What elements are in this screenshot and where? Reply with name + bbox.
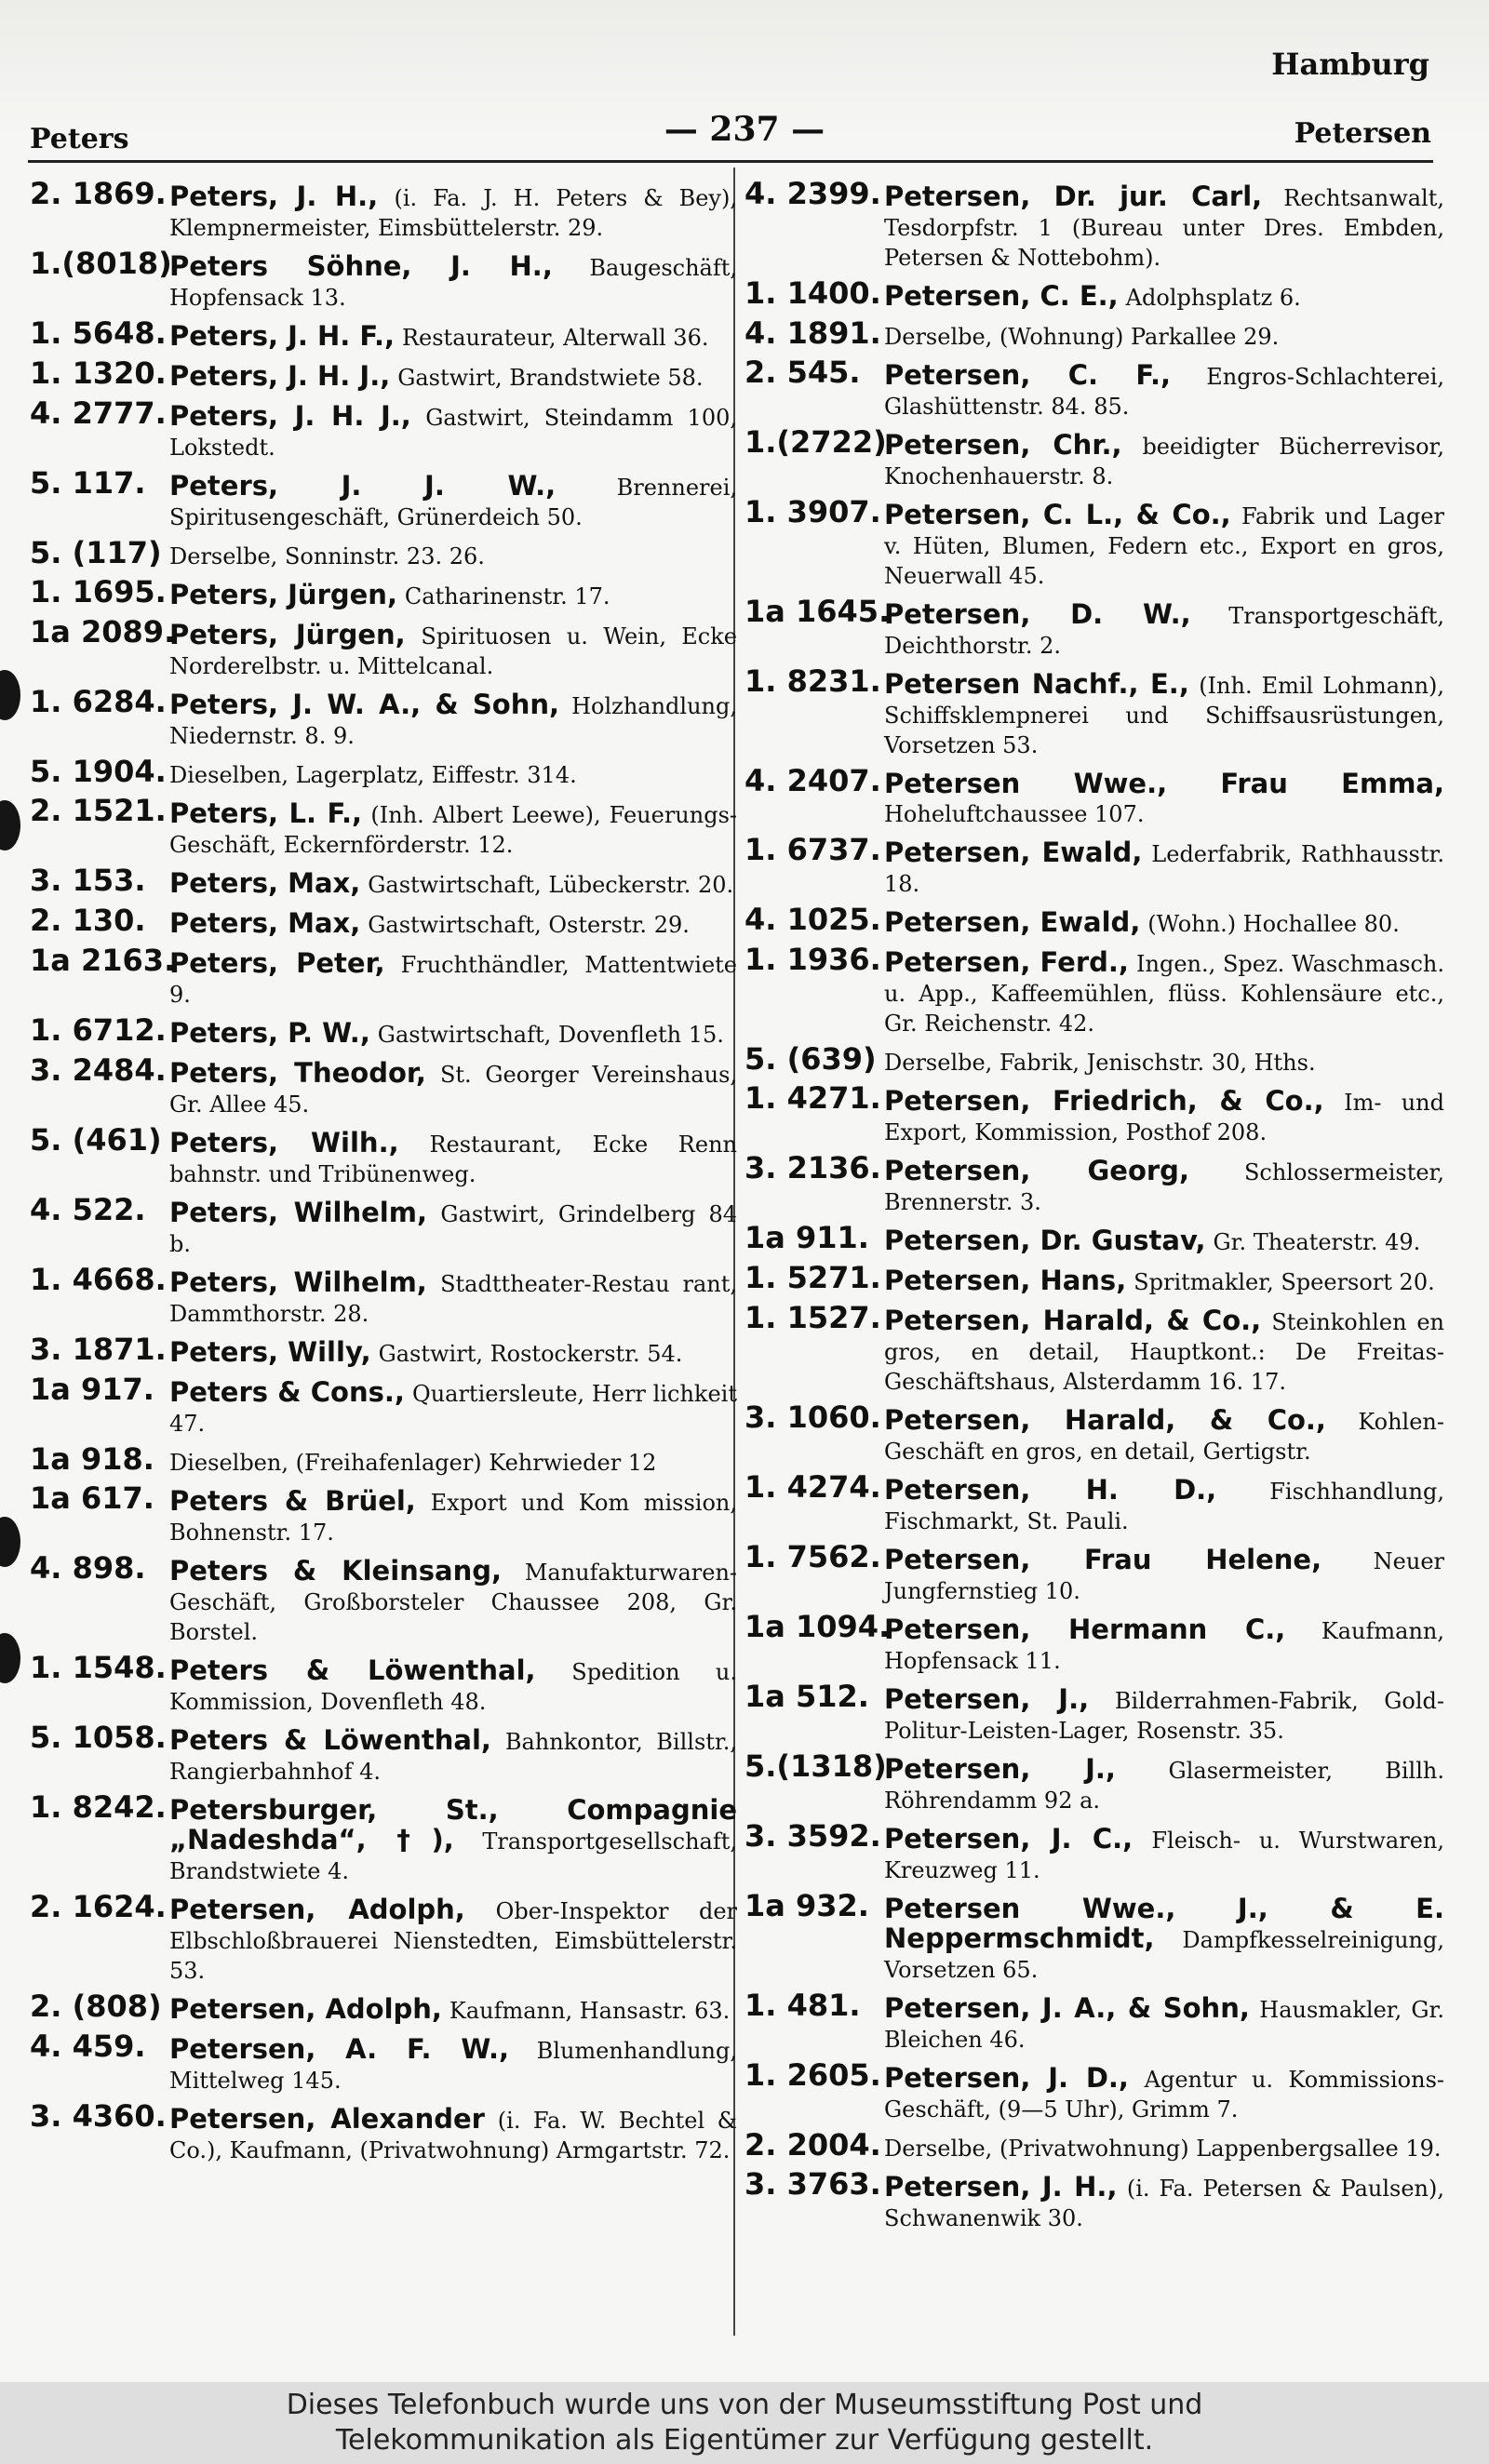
entry-name: Petersen, Adolph,	[169, 1894, 465, 1925]
entry-name: Petersen, Harald, & Co.,	[884, 1305, 1262, 1336]
phone-number: 5. (639)	[744, 1041, 877, 1077]
directory-entry	[744, 494, 1444, 591]
entry-name: Peters, Peter,	[169, 947, 385, 979]
directory-entry	[30, 246, 737, 313]
entry-name: Petersen, Adolph,	[169, 1993, 442, 2025]
phone-number: 1a 918.	[30, 1441, 154, 1477]
phone-number: 1. 5648.	[30, 315, 167, 351]
directory-entry	[30, 1480, 737, 1547]
phone-number: 1. 6712.	[30, 1012, 167, 1048]
entry-name: Petersen, H. D.,	[884, 1474, 1217, 1506]
entry-description: Ober-Inspektor der Elbschloßbrauerei Nienstedten, Eimsbüttelerstr. 53.	[169, 1898, 737, 1984]
directory-entry	[30, 2029, 737, 2096]
phone-number: 1a 2089.	[30, 614, 176, 649]
entry-name: Peters, J. J. W.,	[169, 470, 557, 502]
entry-name: Peters Söhne, J. H.,	[169, 250, 553, 282]
entry-description: Holzhandlung, Niedernstr. 8. 9.	[169, 693, 737, 749]
phone-number: 2. 545.	[744, 355, 861, 390]
directory-entry	[744, 1818, 1444, 1885]
phone-number: 1a 2163.	[30, 943, 176, 978]
entry-description: Bilderrahmen-Fabrik, Gold- Politur-Leisten-Lager, Rosenstr. 35.	[884, 1688, 1444, 1744]
directory-entry	[744, 2166, 1445, 2233]
phone-number: 4. 1891.	[744, 315, 881, 351]
entry-name: Petersen Wwe., Frau Emma,	[884, 768, 1444, 799]
directory-entry	[744, 1748, 1444, 1815]
entry-name: Peters, P. W.,	[169, 1017, 370, 1049]
entry-name: Petersen, Friedrich, & Co.,	[884, 1085, 1324, 1117]
entry-description: Manufakturwaren-Geschäft, Großborsteler Chaussee 208, Gr. Borstel.	[169, 1560, 738, 1645]
entry-name: Petersen Nachf., E.,	[884, 668, 1189, 700]
phone-number: 1. 481.	[744, 1988, 861, 2023]
directory-entry	[744, 1609, 1444, 1676]
footer-line-2: Telekommunikation als Eigentümer zur Verfügung gestellt.	[335, 2424, 1154, 2457]
entry-name: Petersen Wwe., J., & E. Neppermschmidt,	[884, 1893, 1444, 1954]
entry-description: Spirituosen u. Wein, Ecke Norderelbstr. u. Mittelcanal.	[169, 623, 737, 679]
entry-description: Blumenhandlung, Mittelweg 145.	[169, 2038, 737, 2094]
entry-description: Export und Kom mission, Bohnenstr. 17.	[169, 1490, 737, 1546]
entry-name: Peters, J. W. A., & Sohn,	[169, 689, 560, 720]
entry-name: Peters, Jürgen,	[169, 619, 406, 650]
entry-name: Peters & Cons.,	[169, 1376, 405, 1408]
entry-description: beeidigter Bücherrevisor, Knochenhauerstr. 8.	[884, 434, 1444, 489]
directory-entry	[744, 1260, 1444, 1297]
entry-description: Bahnkontor, Billstr., Rangierbahnhof 4.	[169, 1729, 738, 1785]
entry-description: (Inh. Albert Leewe), Feuerungs-Geschäft, Eckernförderstr. 12.	[169, 802, 737, 858]
entry-name: Petersen, J. H.,	[884, 2171, 1118, 2203]
entry-description: Restaurant, Ecke Renn bahnstr. und Tribünenweg.	[169, 1132, 737, 1187]
directory-entry	[744, 315, 1444, 352]
phone-number: 2. 2004.	[744, 2127, 881, 2163]
entry-description: Agentur u. Kommissions-Geschäft, (9—5 Uhr), Grimm 7.	[884, 2067, 1444, 2123]
page-number: — 237 —	[664, 110, 825, 149]
phone-number: 5. (461)	[30, 1122, 162, 1158]
header-rule	[28, 160, 1433, 163]
phone-number: 3. 153.	[30, 863, 146, 898]
entry-name: Peters, Max,	[169, 907, 361, 939]
directory-entry	[30, 1550, 738, 1647]
phone-number: 1. 1695.	[30, 574, 167, 609]
directory-entry	[744, 763, 1444, 829]
directory-entry	[744, 1150, 1445, 1217]
phone-number: 3. 2136.	[744, 1150, 881, 1185]
phone-number: 1.(2722)	[744, 424, 887, 460]
entry-name: Petersen, J. C.,	[884, 1823, 1134, 1855]
entry-description: (i. Fa. J. H. Peters & Bey), Klempnermeister, Eimsbüttelerstr. 29.	[169, 185, 737, 241]
phone-number: 1.(8018)	[30, 246, 172, 281]
phone-number: 4. 459.	[30, 2029, 146, 2064]
entry-description: Neuer Jungfernstieg 10.	[884, 1548, 1445, 1604]
right-column	[744, 176, 1445, 2243]
entry-name: Peters, Wilhelm,	[169, 1197, 427, 1228]
entry-name: Peters & Kleinsang,	[169, 1555, 503, 1587]
phone-number: 3. 1871.	[30, 1332, 167, 1367]
entry-description: Lederfabrik, Rathhausstr. 18.	[884, 841, 1444, 897]
entry-name: Petersen, Ewald,	[884, 837, 1143, 868]
directory-entry	[744, 1220, 1444, 1257]
entry-name: Petersen, A. F. W.,	[169, 2033, 509, 2065]
directory-entry	[30, 1720, 738, 1787]
phone-number: 4. 522.	[30, 1192, 146, 1227]
phone-number: 1. 1936.	[744, 942, 881, 977]
phone-number: 5. (117)	[30, 535, 162, 570]
phone-number: 1. 4668.	[30, 1262, 167, 1297]
header-city: Hamburg	[1271, 47, 1429, 82]
phone-number: 1. 8242.	[30, 1789, 167, 1825]
directory-entry	[30, 1989, 737, 2026]
phone-number: 1a 911.	[744, 1220, 869, 1255]
entry-name: Petersen, Hermann C.,	[884, 1614, 1286, 1645]
directory-entry	[744, 1679, 1444, 1746]
phone-number: 3. 3592.	[744, 1818, 881, 1854]
directory-entry	[30, 754, 737, 790]
entry-name: Petersen, Ferd.,	[884, 946, 1129, 978]
phone-number: 1. 1320.	[30, 355, 167, 391]
entry-description: Adolphsplatz 6.	[1125, 285, 1301, 311]
phone-number: 1a 512.	[744, 1679, 869, 1714]
entry-description: Derselbe, (Wohnung) Parkallee 29.	[884, 324, 1280, 350]
directory-entry	[744, 424, 1444, 491]
entry-description: Dieselben, Lagerplatz, Eiffestr. 314.	[169, 762, 577, 788]
entry-description: Brennerei, Spiritusengeschäft, Grünerdeich 50.	[169, 475, 738, 530]
entry-name: Peters, Jürgen,	[169, 579, 397, 610]
phone-number: 1. 2605.	[744, 2057, 881, 2093]
directory-entry	[744, 2127, 1444, 2163]
entry-description: Gastwirtschaft, Dovenfleth 15.	[377, 1022, 724, 1048]
phone-number: 1. 1548.	[30, 1650, 167, 1685]
entry-name: Peters, Theodor,	[169, 1057, 426, 1089]
entry-name: Petersen, Georg,	[884, 1155, 1189, 1186]
entry-name: Peters, J. H. F.,	[169, 320, 395, 352]
phone-number: 1a 932.	[744, 1888, 869, 1923]
directory-entry	[744, 1399, 1444, 1466]
entry-description: Fleisch- u. Wurstwaren, Kreuzweg 11.	[884, 1828, 1444, 1883]
directory-entry	[30, 863, 737, 900]
directory-entry	[30, 315, 737, 353]
entry-name: Peters, J. H.,	[169, 181, 379, 212]
entry-name: Peters & Löwenthal,	[169, 1654, 536, 1686]
entry-name: Petersen, Hans,	[884, 1265, 1127, 1296]
directory-entry	[744, 1539, 1445, 1606]
directory-entry	[30, 176, 737, 243]
entry-name: Petersen, J. A., & Sohn,	[884, 1992, 1250, 2024]
phone-number: 1. 7562.	[744, 1539, 881, 1574]
phone-number: 2. 1869.	[30, 176, 167, 211]
directory-entry	[30, 1789, 737, 1886]
entry-description: Kohlen-Geschäft en gros, en detail, Gertigstr.	[884, 1409, 1444, 1465]
entry-description: Spedition u. Kommission, Dovenfleth 48.	[169, 1659, 737, 1715]
entry-description: Baugeschäft, Hopfensack 13.	[169, 255, 737, 311]
entry-description: Hoheluftchaussee 107.	[884, 801, 1145, 827]
entry-name: Peters, J. H. J.,	[169, 360, 391, 392]
entry-name: Peters, Wilhelm,	[169, 1266, 427, 1298]
entry-description: Derselbe, (Privatwohnung) Lappenbergsallee 19.	[884, 2136, 1442, 2162]
phone-number: 5. 1058.	[30, 1720, 167, 1755]
entry-description: Restaurateur, Alterwall 36.	[401, 325, 709, 351]
directory-entry	[30, 903, 737, 940]
phone-number: 4. 2777.	[30, 395, 167, 431]
entry-description: (Wohn.) Hochallee 80.	[1147, 911, 1400, 937]
phone-number: 1. 5271.	[744, 1260, 881, 1295]
phone-number: 1a 1645.	[744, 594, 891, 629]
directory-entry	[744, 275, 1444, 313]
entry-name: Peters, J. H. J.,	[169, 400, 411, 432]
directory-entry	[30, 355, 737, 393]
entry-description: Gr. Theaterstr. 49.	[1213, 1229, 1421, 1255]
directory-entry	[744, 1988, 1444, 2055]
punch-hole	[0, 800, 20, 850]
entry-name: Petersen, C. L., & Co.,	[884, 499, 1231, 530]
entry-description: Gastwirt, Grindelberg 84 b.	[169, 1201, 737, 1257]
directory-entry	[744, 1300, 1444, 1397]
entry-description: Dieselben, (Freihafenlager) Kehrwieder 12	[169, 1450, 657, 1476]
entry-description: Gastwirt, Brandstwiete 58.	[397, 365, 704, 391]
directory-entry	[744, 663, 1445, 760]
directory-entry	[744, 594, 1444, 661]
entry-name: Petersen, J.,	[884, 1753, 1116, 1785]
directory-entry	[744, 176, 1444, 273]
entry-description: Fruchthändler, Mattentwiete 9.	[169, 952, 737, 1008]
entry-name: Petersen, Dr. jur. Carl,	[884, 181, 1263, 212]
directory-entry	[744, 832, 1444, 899]
entry-description: Dampfkesselreinigung, Vorsetzen 65.	[884, 1927, 1444, 1983]
entry-name: Petersen, Chr.,	[884, 429, 1122, 461]
phone-number: 1. 1400.	[744, 275, 881, 311]
entry-name: Peters, Max,	[169, 867, 361, 899]
directory-entry	[744, 2057, 1444, 2124]
phone-number: 1. 6737.	[744, 832, 881, 867]
directory-entry	[30, 1332, 737, 1369]
entry-name: Petersen, D. W.,	[884, 598, 1191, 630]
directory-entry	[30, 684, 737, 751]
phone-number: 5.(1318)	[744, 1748, 887, 1784]
directory-entry	[30, 1372, 737, 1439]
footer-notice	[0, 2382, 1489, 2464]
phone-number: 5. 1904.	[30, 754, 167, 789]
entry-name: Petersburger, St., Compagnie „Nadeshda“, †),	[169, 1794, 737, 1855]
entry-description: Ingen., Spez. Waschmasch. u. App., Kaffeemühlen, flüss. Kohlensäure etc., Gr. Reichenstr. 42.	[884, 951, 1444, 1037]
phone-number: 1a 1094.	[744, 1609, 891, 1644]
directory-entry	[744, 1041, 1444, 1078]
directory-entry	[744, 355, 1445, 422]
phone-number: 2. (808)	[30, 1989, 162, 2024]
directory-entry	[30, 943, 737, 1010]
directory-entry	[30, 1262, 737, 1329]
directory-entry	[30, 1650, 737, 1717]
directory-entry	[30, 1052, 738, 1119]
entry-description: Gastwirtschaft, Lübeckerstr. 20.	[368, 872, 734, 898]
entry-description: Derselbe, Fabrik, Jenischstr. 30, Hths.	[884, 1050, 1316, 1076]
entry-description: (Inh. Emil Lohmann), Schiffsklempnerei und Schiffsausrüstungen, Vorsetzen 53.	[884, 673, 1445, 758]
entry-description: (i. Fa. Petersen & Paulsen), Schwanenwik 30.	[884, 2176, 1445, 2231]
entry-description: St. Georger Vereinshaus, Gr. Allee 45.	[169, 1062, 738, 1118]
header-left-name: Peters	[30, 123, 129, 155]
entry-name: Petersen, C. F.,	[884, 359, 1172, 391]
phone-number: 1. 4271.	[744, 1080, 881, 1116]
phone-number: 3. 3763.	[744, 2166, 881, 2202]
header-right-name: Petersen	[1294, 117, 1431, 150]
entry-description: Derselbe, Sonninstr. 23. 26.	[169, 543, 485, 569]
entry-description: Gastwirtschaft, Osterstr. 29.	[368, 912, 690, 938]
phone-number: 4. 2407.	[744, 763, 881, 798]
phone-number: 3. 4360.	[30, 2098, 167, 2134]
phone-number: 1. 8231.	[744, 663, 881, 699]
entry-name: Peters & Brüel,	[169, 1485, 416, 1517]
entry-description: Gastwirt, Rostockerstr. 54.	[378, 1341, 683, 1367]
entry-description: Stadttheater-Restau rant, Dammthorstr. 28.	[169, 1271, 737, 1327]
phone-number: 3. 2484.	[30, 1052, 167, 1088]
phone-number: 4. 1025.	[744, 902, 881, 937]
directory-entry	[744, 1888, 1444, 1985]
phone-number: 1. 4274.	[744, 1469, 881, 1505]
entry-name: Petersen, J. D.,	[884, 2062, 1129, 2094]
entry-description: Transportgesellschaft, Brandstwiete 4.	[169, 1828, 737, 1884]
punch-hole	[0, 670, 20, 720]
left-column	[30, 176, 738, 2175]
entry-description: Fischhandlung, Fischmarkt, St. Pauli.	[884, 1479, 1444, 1534]
directory-entry	[744, 902, 1444, 939]
entry-name: Petersen, Ewald,	[884, 906, 1141, 938]
entry-name: Petersen, Harald, & Co.,	[884, 1404, 1326, 1436]
entry-description: Gastwirt, Steindamm 100, Lokstedt.	[169, 405, 737, 461]
entry-description: (i. Fa. W. Bechtel & Co.), Kaufmann, (Privatwohnung) Armgartstr. 72.	[169, 2108, 737, 2163]
entry-description: Kaufmann, Hopfensack 11.	[884, 1618, 1444, 1674]
phone-number: 3. 1060.	[744, 1399, 881, 1435]
entry-description: Steinkohlen en gros, en detail, Hauptkont.: De Freitas-Geschäftshaus, Alsterdamm 16. 17.	[884, 1309, 1444, 1395]
punch-hole	[0, 1517, 20, 1567]
entry-description: Engros-Schlachterei, Glashüttenstr. 84. 85.	[884, 364, 1445, 420]
phone-number: 2. 130.	[30, 903, 146, 938]
entry-description: Catharinenstr. 17.	[404, 583, 610, 609]
directory-entry	[30, 793, 737, 860]
directory-entry	[30, 1012, 737, 1050]
entry-description: Transportgeschäft, Deichthorstr. 2.	[884, 603, 1444, 659]
entry-description: Hausmakler, Gr. Bleichen 46.	[884, 1997, 1444, 2053]
entry-description: Im- und Export, Kommission, Posthof 208.	[884, 1090, 1444, 1145]
entry-name: Petersen, Frau Helene,	[884, 1544, 1322, 1575]
entry-name: Peters & Löwenthal,	[169, 1724, 491, 1756]
directory-entry	[30, 535, 737, 571]
directory-entry	[30, 2098, 737, 2165]
phone-number: 2. 1521.	[30, 793, 167, 828]
directory-entry	[30, 465, 738, 532]
directory-entry	[30, 1122, 737, 1189]
entry-name: Peters, L. F.,	[169, 797, 363, 829]
phone-number: 1a 917.	[30, 1372, 154, 1407]
footer-line-1: Dieses Telefonbuch wurde uns von der Museumsstiftung Post und	[286, 2389, 1203, 2421]
entry-name: Peters, Wilh.,	[169, 1127, 399, 1158]
directory-entry	[30, 395, 737, 462]
phone-number: 1. 6284.	[30, 684, 167, 719]
entry-name: Petersen, Dr. Gustav,	[884, 1225, 1206, 1256]
entry-name: Peters, Willy,	[169, 1336, 371, 1368]
directory-entry	[744, 942, 1444, 1038]
phone-number: 1. 1527.	[744, 1300, 881, 1335]
phone-number: 4. 898.	[30, 1550, 146, 1586]
entry-name: Petersen, C. E.,	[884, 280, 1119, 312]
directory-entry	[30, 1889, 737, 1986]
directory-entry	[30, 1192, 737, 1259]
phone-number: 5. 117.	[30, 465, 146, 501]
entry-description: Kaufmann, Hansastr. 63.	[449, 1998, 731, 2024]
entry-description: Fabrik und Lager v. Hüten, Blumen, Federn etc., Export en gros, Neuerwall 45.	[884, 503, 1444, 589]
entry-description: Glasermeister, Billh. Röhrendamm 92 a.	[884, 1758, 1444, 1814]
phone-number: 2. 1624.	[30, 1889, 167, 1924]
phone-number: 1a 617.	[30, 1480, 154, 1516]
entry-description: Rechtsanwalt, Tesdorpfstr. 1 (Bureau unter Dres. Embden, Petersen & Nottebohm).	[884, 185, 1444, 271]
entry-description: Quartiersleute, Herr lichkeit 47.	[169, 1381, 737, 1437]
directory-entry	[30, 614, 737, 681]
directory-entry	[744, 1469, 1444, 1536]
phone-number: 1. 3907.	[744, 494, 881, 529]
entry-name: Petersen, Alexander	[169, 2103, 485, 2135]
directory-entry	[30, 574, 737, 611]
entry-description: Schlossermeister, Brennerstr. 3.	[884, 1159, 1445, 1215]
directory-entry	[30, 1441, 737, 1478]
punch-hole	[0, 1633, 20, 1683]
entry-name: Petersen, J.,	[884, 1683, 1090, 1715]
entry-description: Spritmakler, Speersort 20.	[1134, 1269, 1435, 1295]
phone-number: 4. 2399.	[744, 176, 881, 211]
directory-entry	[744, 1080, 1444, 1147]
